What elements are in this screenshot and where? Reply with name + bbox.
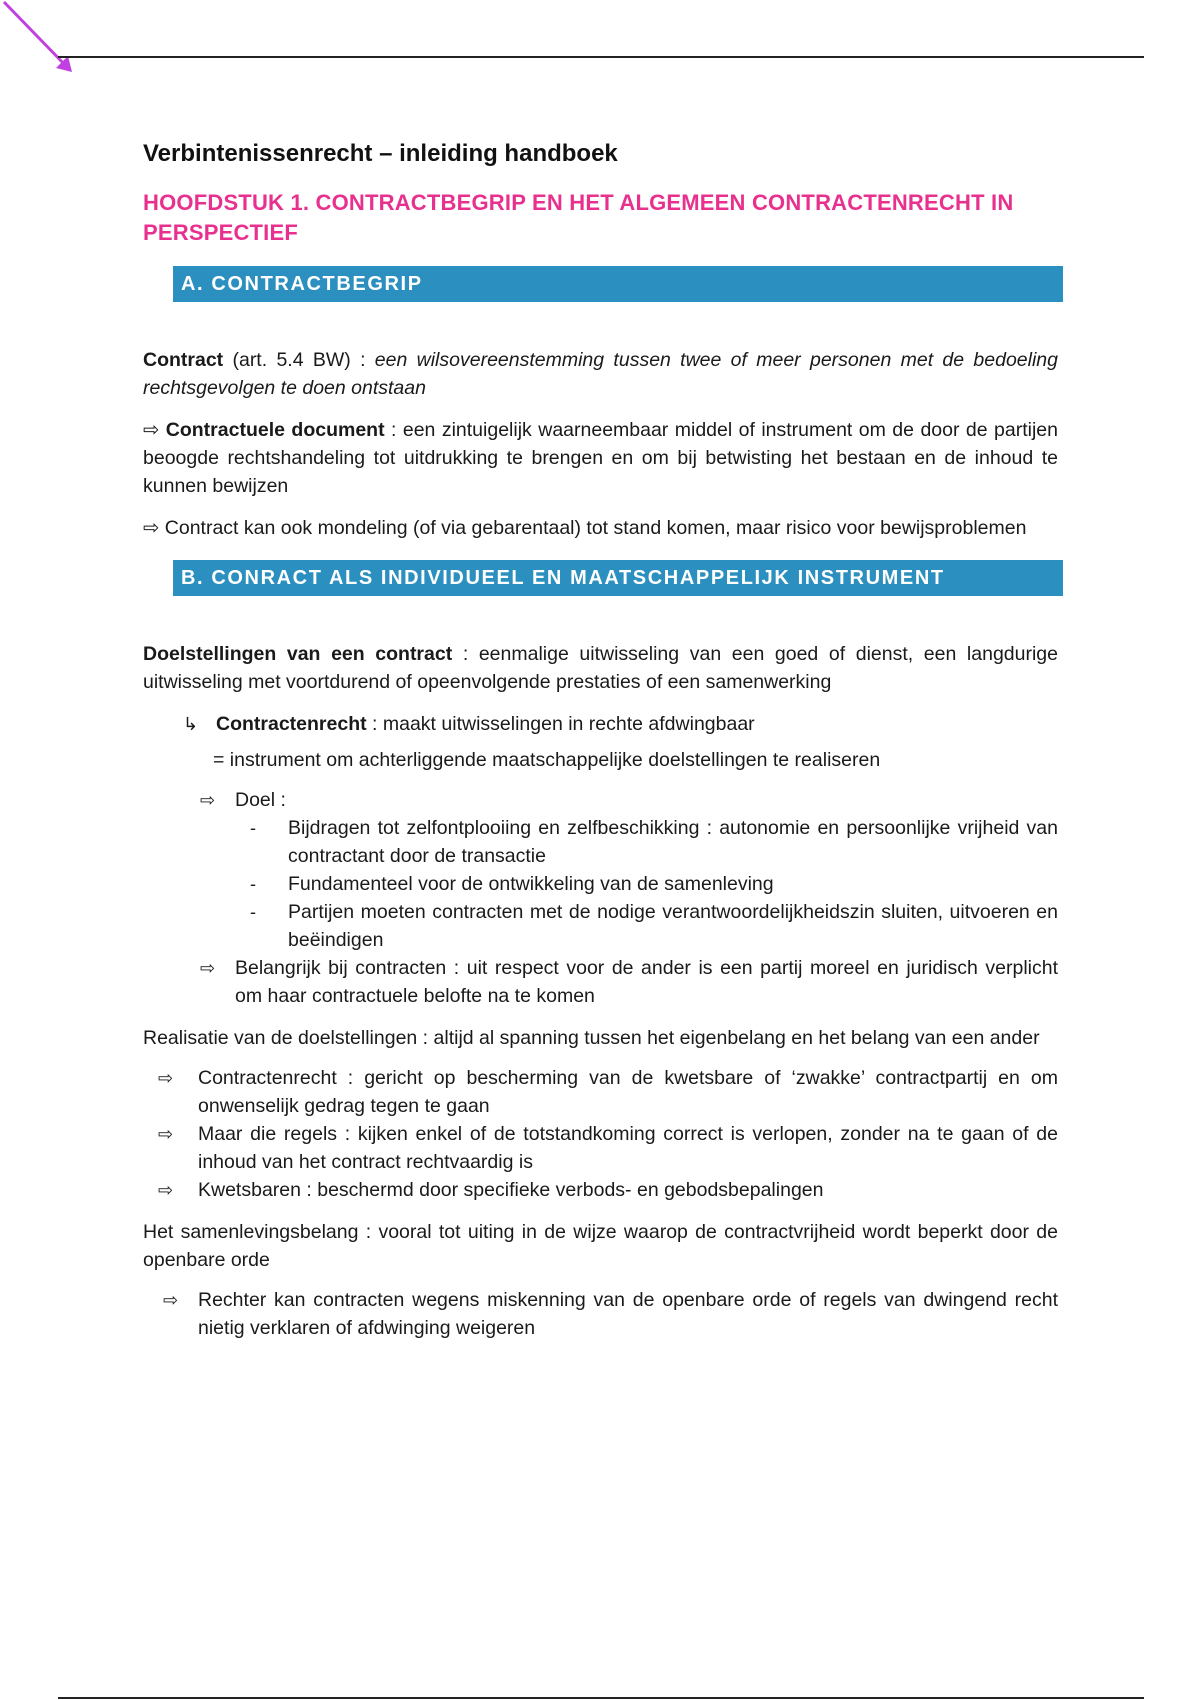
dash-bullet: - (250, 818, 256, 838)
list-item (158, 1064, 1058, 1120)
judge-text: Rechter kan contracten wegens miskenning van de openbare orde of regels van dwingend recht nietig verklaren of afdwinging weigeren (198, 1289, 1058, 1339)
contract-term: Contract (143, 349, 224, 371)
list-item (158, 1120, 1058, 1176)
contract-law-term: Contractenrecht (216, 713, 367, 735)
arrow-right-icon: ⇨ (158, 1068, 174, 1088)
judge-point (143, 1286, 1058, 1342)
realisation-point-text: Contractenrecht : gericht op bescherming van de kwetsbare of ‘zwakke’ contractpartij en om onwenselijk gedrag tegen te gaan (198, 1067, 1058, 1117)
header-rule (58, 56, 1144, 58)
chapter-heading: HOOFDSTUK 1. CONTRACTBEGRIP EN HET ALGEMEEN CONTRACTENRECHT IN PERSPECTIEF (143, 190, 1014, 245)
oral-contract-note (143, 514, 1058, 542)
contractual-document-term: Contractuele document (165, 419, 385, 441)
realisation-point-text: Maar die regels : kijken enkel of de totstandkoming correct is verlopen, zonder na te gaan of de inhoud van het contract rechtvaardig is (198, 1123, 1058, 1173)
goal-list (200, 814, 1058, 954)
contract-law-point (143, 710, 1058, 738)
footer-rule (58, 1697, 1144, 1699)
goal-item-text: Partijen moeten contracten met de nodige verantwoordelijkheidszin sluiten, uitvoeren en beëindigen (288, 901, 1058, 951)
section-b-heading: B. CONRACT ALS INDIVIDUEEL EN MAATSCHAPPELIJK INSTRUMENT (173, 560, 1063, 596)
document-body (143, 140, 1058, 1342)
arrow-right-icon: ⇨ (143, 419, 160, 441)
list-item (250, 898, 1058, 954)
instrument-line: = instrument om achterliggende maatschappelijke doelstellingen te realiseren (213, 749, 881, 771)
arrow-right-icon: ⇨ (158, 1124, 174, 1144)
contract-definition (143, 346, 1058, 402)
dash-bullet: - (250, 874, 256, 894)
section-a-heading: A. CONTRACTBEGRIP (173, 266, 1063, 302)
dash-bullet: - (250, 902, 256, 922)
arrow-right-icon: ⇨ (200, 958, 216, 978)
oral-contract-text: Contract kan ook mondeling (of via gebarentaal) tot stand komen, maar risico voor bewijsproblemen (164, 517, 1027, 539)
important-text: Belangrijk bij contracten : uit respect voor de ander is een partij moreel en juridisch verplicht om haar contractuele belofte na te komen (235, 957, 1058, 1007)
objectives-text: : eenmalige uitwisseling van een goed of dienst, een langdurige uitwisseling met voortdurend of opeenvolgende prestaties of een samenwerking (143, 643, 1058, 693)
list-item (163, 1286, 1058, 1342)
contract-definition-text: een wilsovereenstemming tussen twee of meer personen met de bedoeling rechtsgevolgen te doen ontstaan (143, 349, 1058, 399)
realisation-points (143, 1064, 1058, 1204)
list-item (158, 1176, 1058, 1204)
document-title: Verbintenissenrecht – inleiding handboek (143, 140, 618, 167)
list-item (250, 870, 1058, 898)
contract-ref: (art. 5.4 BW) : (223, 349, 375, 371)
society-interest-paragraph: Het samenlevingsbelang : vooral tot uiting in de wijze waarop de contractvrijheid wordt beperkt door de openbare orde (143, 1221, 1058, 1271)
goal-block (143, 786, 1058, 1010)
realisation-paragraph: Realisatie van de doelstellingen : altijd al spanning tussen het eigenbelang en het belang van een ander (143, 1027, 1040, 1049)
arrow-right-icon: ⇨ (143, 517, 160, 539)
contract-law-text: : maakt uitwisselingen in rechte afdwingbaar (366, 713, 755, 735)
arrow-right-icon: ⇨ (158, 1180, 174, 1200)
contractual-document-text: : een zintuigelijk waarneembaar middel of instrument om de door de partijen beoogde rechtshandeling tot uitdrukking te brengen en om bij betwisting het bestaan en de inhoud te kunnen bewijzen (143, 419, 1058, 497)
goal-heading (200, 786, 1058, 814)
objectives-definition (143, 640, 1058, 696)
annotation-arrow-icon (0, 0, 80, 80)
goal-label: Doel : (235, 789, 286, 811)
realisation-point-text: Kwetsbaren : beschermd door specifieke verbods- en gebodsbepalingen (198, 1179, 824, 1201)
return-arrow-icon: ↳ (183, 714, 199, 734)
contractual-document-definition (143, 416, 1058, 500)
arrow-right-icon: ⇨ (163, 1290, 179, 1310)
list-item (250, 814, 1058, 870)
important-point (200, 954, 1058, 1010)
goal-item-text: Bijdragen tot zelfontplooiing en zelfbeschikking : autonomie en persoonlijke vrijheid van contractant door de transactie (288, 817, 1058, 867)
goal-item-text: Fundamenteel voor de ontwikkeling van de samenleving (288, 873, 774, 895)
arrow-right-icon: ⇨ (200, 790, 216, 810)
objectives-term: Doelstellingen van een contract (143, 643, 453, 665)
